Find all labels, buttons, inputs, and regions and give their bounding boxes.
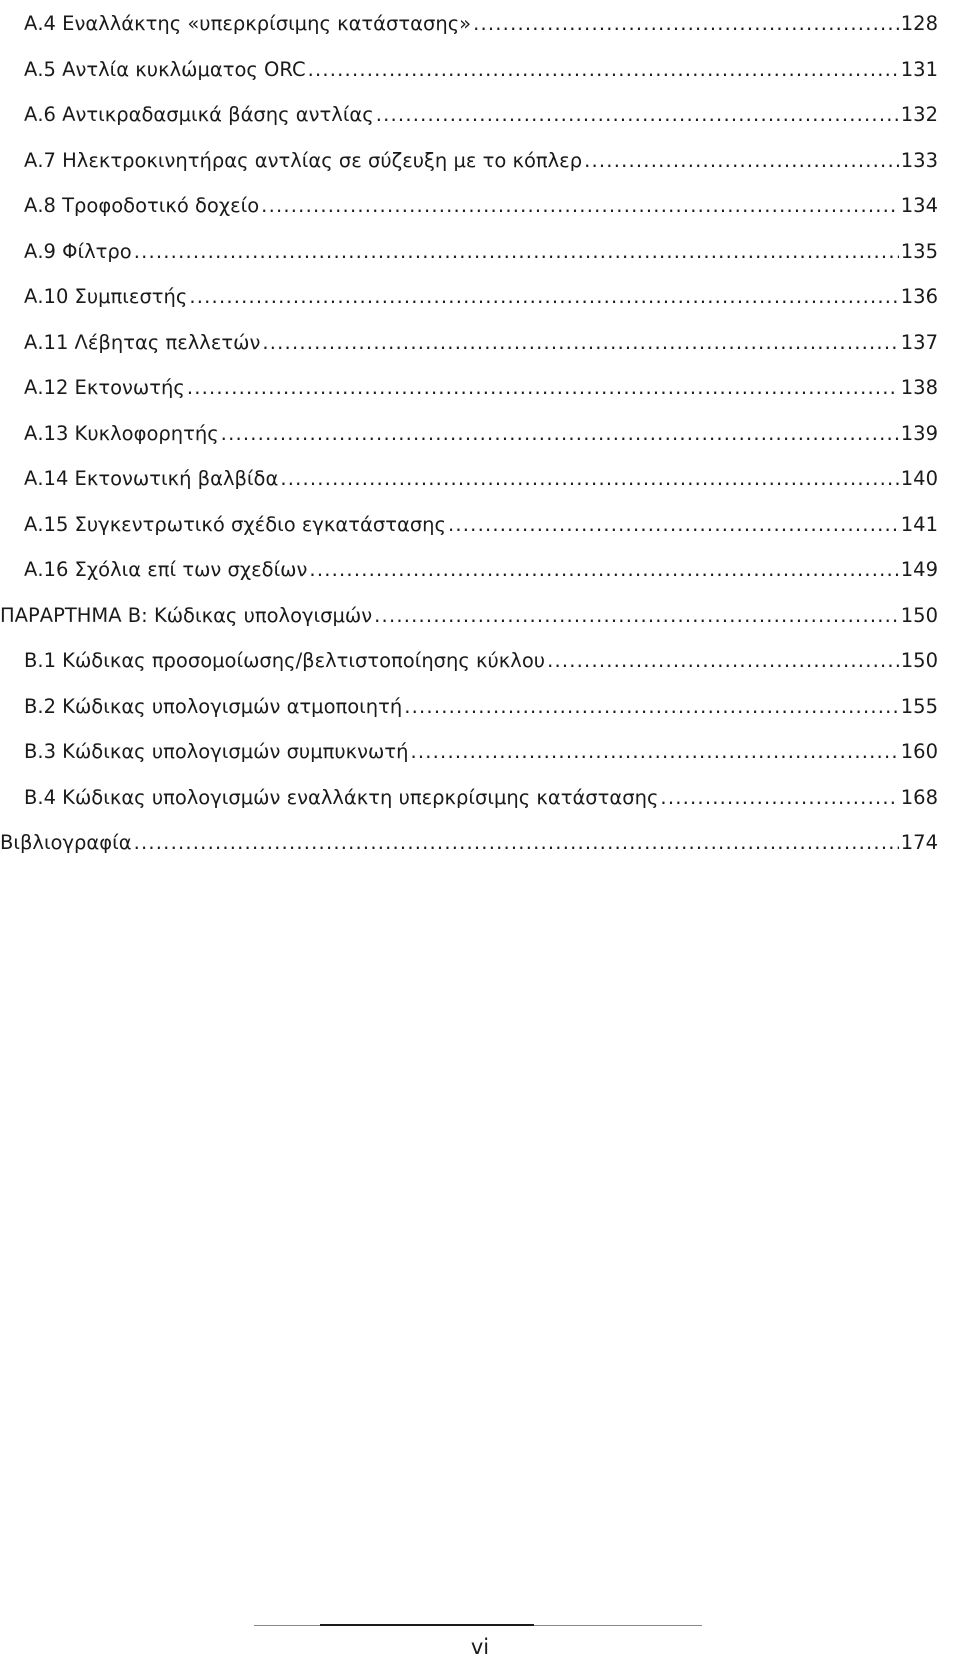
toc-dot-leader [134,831,899,855]
toc-entry-title: Α.4 Εναλλάκτης «υπερκρίσιμης κατάστασης» [24,12,472,35]
toc-entry[interactable] [24,637,938,673]
toc-entry-page: 138 [900,376,938,399]
toc-entry-title: Β.1 Κώδικας προσομοίωσης/βελτιστοποίησης κύκλου [24,649,546,672]
toc-entry-title: Α.15 Συγκεντρωτικό σχέδιο εγκατάστασης [24,512,446,536]
toc-entry-page: 168 [900,785,938,809]
toc-entry-page: 135 [900,239,938,263]
toc-dot-leader [404,695,899,719]
toc-entry-page: 137 [900,330,938,354]
toc-entry-page: 131 [900,57,938,81]
toc-dot-leader [308,58,899,82]
toc-entry-page: 128 [900,12,938,35]
toc-entry-title: Α.13 Κυκλοφορητής [24,421,219,445]
toc-entry-title: Α.8 Τροφοδοτικό δοχείο [24,194,260,217]
toc-dot-leader [187,376,899,400]
toc-entry-title: Βιβλιογραφία [0,831,132,854]
toc-entry[interactable] [24,728,938,764]
toc-entry-title: Α.9 Φίλτρο [24,239,132,263]
page-number: vi [470,1635,490,1659]
toc-entry[interactable] [24,0,938,36]
toc-entry[interactable] [24,319,938,355]
toc-entry-page: 149 [900,558,938,581]
toc-entry[interactable] [24,410,938,446]
toc-entry[interactable] [24,228,938,264]
toc-entry[interactable] [24,91,938,127]
toc-entry-title: Α.14 Εκτονωτική βαλβίδα [24,467,279,490]
toc-entry-title: Α.16 Σχόλια επί των σχεδίων [24,558,308,581]
toc-dot-leader [262,331,898,355]
toc-entry-title: ΠΑΡΑΡΤΗΜΑ Β: Κώδικας υπολογισμών [0,603,373,627]
toc-entry-page: 136 [900,285,938,308]
toc-entry-title: Β.4 Κώδικας υπολογισμών εναλλάκτη υπερκρίσιμης κατάστασης [24,785,659,809]
toc-entry[interactable] [24,683,938,719]
toc-entry-title: Α.11 Λέβητας πελλετών [24,330,261,354]
toc-dot-leader [448,513,899,537]
footer-divider-accent [320,1624,534,1626]
toc-dot-leader [134,240,899,264]
toc-entry-page: 139 [900,421,938,445]
toc-dot-leader [189,285,898,309]
toc-entry-page: 150 [900,649,938,672]
toc-entry[interactable] [0,819,938,855]
toc-entry-page: 155 [900,694,938,718]
toc-entry[interactable] [24,501,938,537]
toc-entry-title: Α.10 Συμπιεστής [24,285,188,308]
toc-entry-title: Β.2 Κώδικας υπολογισμών ατμοποιητή [24,694,403,718]
toc-entry-title: Α.12 Εκτονωτής [24,376,185,399]
toc-entry-title: Α.5 Αντλία κυκλώματος ORC [24,57,306,81]
toc-entry-page: 140 [900,467,938,490]
toc-entry[interactable] [24,455,938,491]
toc-dot-leader [473,12,899,36]
toc-dot-leader [547,649,899,673]
toc-dot-leader [261,194,899,218]
toc-dot-leader [309,558,898,582]
toc-entry[interactable] [24,273,938,309]
toc-dot-leader [374,604,899,628]
toc-entry-title: Α.7 Ηλεκτροκινητήρας αντλίας σε σύζευξη με το κόπλερ [24,148,583,172]
toc-entry-page: 160 [900,740,938,763]
toc-dot-leader [376,103,899,127]
toc-entry[interactable] [24,364,938,400]
toc-dot-leader [280,467,898,491]
toc-entry-page: 141 [900,512,938,536]
toc-entry[interactable] [0,592,938,628]
toc-entry[interactable] [24,137,938,173]
toc-entry-title: Α.6 Αντικραδασμικά βάσης αντλίας [24,103,374,126]
toc-entry[interactable] [24,774,938,810]
toc-entry-title: Β.3 Κώδικας υπολογισμών συμπυκνωτή [24,740,409,763]
toc-dot-leader [660,786,898,810]
toc-entry[interactable] [24,182,938,218]
toc-dot-leader [221,422,899,446]
toc-entry-page: 133 [900,148,938,172]
toc-entry-page: 150 [900,603,938,627]
toc-entry[interactable] [24,546,938,582]
toc-entry[interactable] [24,46,938,82]
toc-entry-page: 134 [900,194,938,217]
toc-entry-page: 132 [900,103,938,126]
toc-entry-page: 174 [900,831,938,854]
toc-dot-leader [584,149,899,173]
toc-dot-leader [410,740,898,764]
